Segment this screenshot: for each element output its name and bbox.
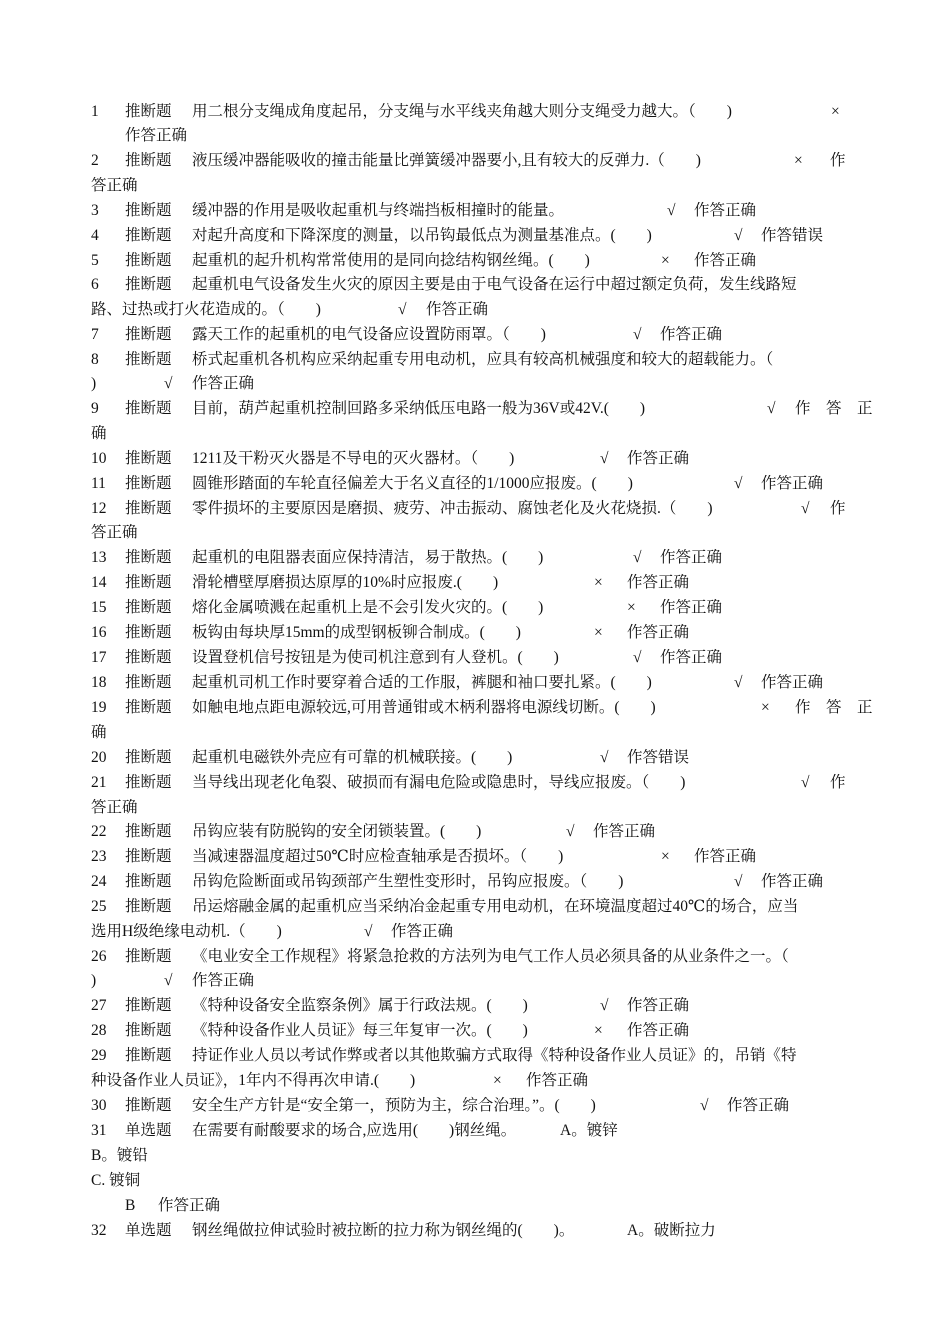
text-segment: 推断题 <box>125 152 172 169</box>
text-segment: √ <box>734 475 743 492</box>
text-segment: 推断题 <box>125 624 172 641</box>
text-segment: 作答正确 <box>627 574 690 591</box>
text-segment: 确 <box>91 724 107 741</box>
text-segment: 23 <box>91 848 107 865</box>
text-segment: 当减速器温度超过50℃时应检查轴承是否损坏。（ ) <box>192 848 564 865</box>
text-segment: 作答正确 <box>158 1197 221 1214</box>
text-segment: 起重机电气设备发生火灾的原因主要是由于电气设备在运行中超过额定负荷，发生线路短 <box>192 276 797 293</box>
text-segment: 起重机的起升机构常常使用的是同向捻结构钢丝绳。( ) <box>192 252 590 269</box>
text-segment: 31 <box>91 1122 107 1139</box>
text-segment: 6 <box>91 276 99 293</box>
text-segment: 7 <box>91 326 99 343</box>
text-segment: 持证作业人员以考试作弊或者以其他欺骗方式取得《特种设备作业人员证》的，吊销《特 <box>192 1047 797 1064</box>
text-segment: 28 <box>91 1022 107 1039</box>
text-segment: 作答正确 <box>391 923 454 940</box>
text-segment: 推断题 <box>125 873 172 890</box>
text-segment: 推断题 <box>125 450 172 467</box>
text-segment: √ <box>633 649 642 666</box>
text-segment: 推断题 <box>125 326 172 343</box>
text-segment: × <box>794 152 803 169</box>
text-segment: 作答正确 <box>761 873 824 890</box>
text-segment: √ <box>801 774 810 791</box>
text-segment: 4 <box>91 227 99 244</box>
text-segment: ) <box>91 375 97 392</box>
text-segment: 单选题 <box>125 1122 172 1139</box>
text-segment: 作答错误 <box>761 227 824 244</box>
text-segment: 15 <box>91 599 107 616</box>
text-segment: 作答正确 <box>125 127 188 144</box>
text-segment: 推断题 <box>125 549 172 566</box>
text-segment: 作 答 正 <box>795 400 873 417</box>
text-segment: √ <box>566 823 575 840</box>
text-segment: 推断题 <box>125 252 172 269</box>
text-segment: B。镀铅 <box>91 1147 148 1164</box>
text-segment: 圆锥形踏面的车轮直径偏差大于名义直径的1/1000应报废。( ) <box>192 475 633 492</box>
text-segment: 作答正确 <box>627 450 690 467</box>
text-segment: 起重机电磁铁外壳应有可靠的机械联接。( ) <box>192 749 513 766</box>
text-segment: 32 <box>91 1222 107 1239</box>
text-segment: 熔化金属喷溅在起重机上是不会引发火灾的。( ) <box>192 599 544 616</box>
text-segment: 作 <box>830 152 846 169</box>
text-segment: 作答正确 <box>660 549 723 566</box>
text-segment: 推断题 <box>125 948 172 965</box>
text-segment: 当导线出现老化龟裂、破损而有漏电危险或隐患时，导线应报废。（ ) <box>192 774 686 791</box>
text-segment: 推断题 <box>125 997 172 1014</box>
text-segment: 用二根分支绳成角度起吊，分支绳与水平线夹角越大则分支绳受力越大。（ ) <box>192 103 732 120</box>
text-segment: 作答正确 <box>694 202 757 219</box>
text-segment: √ <box>700 1097 709 1114</box>
text-segment: 推断题 <box>125 749 172 766</box>
text-segment: √ <box>734 674 743 691</box>
text-segment: 作答正确 <box>761 475 824 492</box>
text-segment: 露天工作的起重机的电气设备应设置防雨罩。（ ) <box>192 326 546 343</box>
text-segment: × <box>831 103 840 120</box>
text-segment: 钢丝绳做拉伸试验时被拉断的拉力称为钢丝绳的( )。 <box>192 1222 575 1239</box>
text-segment: × <box>493 1072 502 1089</box>
text-segment: 安全生产方针是“安全第一，预防为主，综合治理。”。( ) <box>192 1097 596 1114</box>
text-segment: 10 <box>91 450 107 467</box>
text-segment: 21 <box>91 774 107 791</box>
text-segment: √ <box>600 749 609 766</box>
text-segment: 《特种设备作业人员证》每三年复审一次。( ) <box>192 1022 528 1039</box>
text-segment: 19 <box>91 699 107 716</box>
text-segment: × <box>594 574 603 591</box>
text-segment: × <box>661 848 670 865</box>
text-segment: × <box>594 1022 603 1039</box>
text-segment: 3 <box>91 202 99 219</box>
text-segment: 作答正确 <box>627 997 690 1014</box>
text-segment: 起重机司机工作时要穿着合适的工作服，裤腿和袖口要扎紧。( ) <box>192 674 652 691</box>
text-segment: 路、过热或打火花造成的。（ ) <box>91 301 321 318</box>
text-segment: 作答正确 <box>192 375 255 392</box>
text-segment: √ <box>801 500 810 517</box>
text-segment: 2 <box>91 152 99 169</box>
text-segment: √ <box>633 549 642 566</box>
text-segment: 推断题 <box>125 351 172 368</box>
text-segment: 作 <box>830 500 846 517</box>
text-segment: 推断题 <box>125 202 172 219</box>
text-segment: 推断题 <box>125 574 172 591</box>
text-segment: 作答正确 <box>660 649 723 666</box>
text-segment: 推断题 <box>125 848 172 865</box>
text-segment: 推断题 <box>125 1047 172 1064</box>
text-segment: √ <box>667 202 676 219</box>
text-segment: C. 镀铜 <box>91 1172 141 1189</box>
text-segment: 12 <box>91 500 107 517</box>
text-segment: 在需要有耐酸要求的场合,应选用( )钢丝绳。 <box>192 1122 517 1139</box>
text-segment: × <box>661 252 670 269</box>
text-segment: 推断题 <box>125 774 172 791</box>
text-segment: 作答正确 <box>627 1022 690 1039</box>
text-segment: 29 <box>91 1047 107 1064</box>
text-segment: × <box>627 599 636 616</box>
text-segment: 推断题 <box>125 1022 172 1039</box>
text-segment: 24 <box>91 873 107 890</box>
text-segment: 作答正确 <box>627 624 690 641</box>
text-segment: 设置登机信号按钮是为使司机注意到有人登机。( ) <box>192 649 559 666</box>
text-segment: 答正确 <box>91 177 138 194</box>
text-segment: 选用H级绝缘电动机.（ ) <box>91 923 282 940</box>
text-segment: 推断题 <box>125 1097 172 1114</box>
text-segment: √ <box>164 375 173 392</box>
text-segment: 9 <box>91 400 99 417</box>
text-segment: 《电业安全工作规程》将紧急抢救的方法列为电气工作人员必须具备的从业条件之一。（ <box>192 948 789 965</box>
text-segment: 桥式起重机各机构应采纳起重专用电动机，应具有较高机械强度和较大的超载能力。（ <box>192 351 774 368</box>
text-segment: 作答正确 <box>526 1072 589 1089</box>
text-segment: 推断题 <box>125 674 172 691</box>
text-segment: 吊钩应装有防脱钩的安全闭锁装置。( ) <box>192 823 482 840</box>
text-segment: 14 <box>91 574 107 591</box>
text-segment: 推断题 <box>125 823 172 840</box>
text-segment: 作答正确 <box>694 252 757 269</box>
text-segment: 17 <box>91 649 107 666</box>
text-segment: 缓冲器的作用是吸收起重机与终端挡板相撞时的能量。 <box>192 202 565 219</box>
text-segment: × <box>761 699 770 716</box>
text-segment: 作答正确 <box>694 848 757 865</box>
text-segment: 作 答 正 <box>795 699 873 716</box>
text-segment: 推断题 <box>125 649 172 666</box>
text-segment: √ <box>398 301 407 318</box>
text-segment: 推断题 <box>125 276 172 293</box>
text-segment: × <box>594 624 603 641</box>
text-segment: 30 <box>91 1097 107 1114</box>
text-segment: 26 <box>91 948 107 965</box>
text-segment: 起重机的电阻器表面应保持清洁，易于散热。( ) <box>192 549 544 566</box>
text-segment: 如触电地点距电源较远,可用普通钳或木柄利器将电源线切断。( ) <box>192 699 656 716</box>
text-segment: 滑轮槽壁厚磨损达原厚的10%时应报废.( ) <box>192 574 499 591</box>
text-segment: 1 <box>91 103 99 120</box>
text-segment: 13 <box>91 549 107 566</box>
text-segment: 作答正确 <box>593 823 656 840</box>
text-segment: 作答正确 <box>727 1097 790 1114</box>
text-segment: 推断题 <box>125 103 172 120</box>
text-segment: 推断题 <box>125 599 172 616</box>
text-segment: 作 <box>830 774 846 791</box>
text-segment: 27 <box>91 997 107 1014</box>
text-segment: 20 <box>91 749 107 766</box>
text-segment: 单选题 <box>125 1222 172 1239</box>
text-segment: 吊钩危险断面或吊钩颈部产生塑性变形时，吊钩应报废。（ ) <box>192 873 624 890</box>
text-segment: 对起升高度和下降深度的测量，以吊钩最低点为测量基准点。( ) <box>192 227 652 244</box>
text-segment: √ <box>600 997 609 1014</box>
text-segment: 22 <box>91 823 107 840</box>
text-segment: 种设备作业人员证》，1年内不得再次申请.( ) <box>91 1072 416 1089</box>
text-segment: 推断题 <box>125 475 172 492</box>
text-segment: 《特种设备安全监察条例》属于行政法规。( ) <box>192 997 528 1014</box>
text-segment: 作答错误 <box>627 749 690 766</box>
text-segment: √ <box>600 450 609 467</box>
text-segment: 作答正确 <box>426 301 489 318</box>
text-segment: 5 <box>91 252 99 269</box>
text-segment: 16 <box>91 624 107 641</box>
text-segment: 1211及干粉灭火器是不导电的灭火器材。（ ) <box>192 450 515 467</box>
text-segment: 8 <box>91 351 99 368</box>
text-segment: √ <box>364 923 373 940</box>
text-segment: 确 <box>91 425 107 442</box>
text-segment: 作答正确 <box>660 326 723 343</box>
text-segment: 25 <box>91 898 107 915</box>
text-segment: 推断题 <box>125 500 172 517</box>
text-segment: 18 <box>91 674 107 691</box>
text-segment: 吊运熔融金属的起重机应当采纳冶金起重专用电动机，在环境温度超过40℃的场合，应当 <box>192 898 799 915</box>
text-segment: √ <box>767 400 776 417</box>
text-segment: 11 <box>91 475 106 492</box>
text-segment: 推断题 <box>125 898 172 915</box>
text-segment: 答正确 <box>91 524 138 541</box>
text-segment: √ <box>734 873 743 890</box>
text-segment: 推断题 <box>125 227 172 244</box>
text-segment: 答正确 <box>91 799 138 816</box>
text-segment: 目前，葫芦起重机控制回路多采纳低压电路一般为36V或42V.( ) <box>192 400 646 417</box>
text-segment: 推断题 <box>125 400 172 417</box>
text-segment: B <box>125 1197 136 1214</box>
text-segment: √ <box>164 972 173 989</box>
text-segment: √ <box>734 227 743 244</box>
text-segment: 作答正确 <box>660 599 723 616</box>
text-segment: √ <box>633 326 642 343</box>
text-segment: 推断题 <box>125 699 172 716</box>
text-segment: 板钩由每块厚15mm的成型钢板铆合制成。( ) <box>192 624 521 641</box>
text-segment: A。破断拉力 <box>627 1222 716 1239</box>
text-segment: 零件损坏的主要原因是磨损、疲劳、冲击振动、腐蚀老化及火花烧损.（ ) <box>192 500 713 517</box>
text-segment: 作答正确 <box>761 674 824 691</box>
text-segment: 作答正确 <box>192 972 255 989</box>
text-segment: A。镀锌 <box>560 1122 618 1139</box>
text-segment: 液压缓冲器能吸收的撞击能量比弹簧缓冲器要小,且有较大的反弹力.（ ) <box>192 152 701 169</box>
text-segment: ) <box>91 972 97 989</box>
